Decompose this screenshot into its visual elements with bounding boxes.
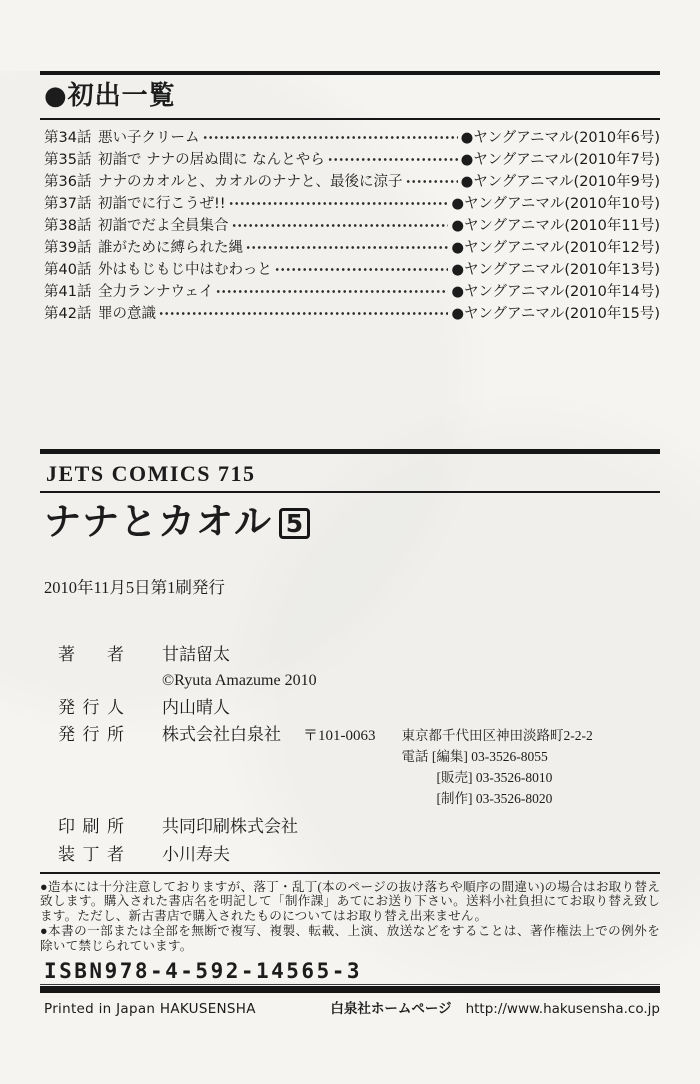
dot-leader — [328, 155, 458, 164]
chapter-title: 罪の意識 — [98, 305, 156, 322]
notice-paragraph: ●造本には十分注意しておりますが、落丁・乱丁(本のページの抜け落ちや順序の間違い)の場合はお取り替え致します。購入された書店名を明記して「制作課」あてにお送り下さい。送料小社負担にてお取り替え致します。ただし、新古書店で購入されたものについてはお取り替え出来ません。 — [40, 879, 660, 924]
phone-number: 03-3526-8020 — [475, 791, 553, 807]
chapter-row — [40, 303, 660, 325]
chapter-number: 第42話 — [44, 305, 92, 322]
chapter-source: ●ヤングアニマル(2010年14号) — [451, 283, 660, 300]
postal-code: 〒101-0063 — [303, 728, 376, 745]
dot-leader — [275, 265, 448, 274]
chapter-title: 悪い子クリーム — [98, 129, 200, 146]
chapter-row — [40, 237, 660, 259]
page-footer — [40, 997, 660, 1017]
copyright-line: ©Ryuta Amazume 2010 — [162, 672, 317, 690]
chapter-title: 外はもじもじ中はむわっと — [98, 261, 272, 278]
first-publication-heading: ●初出一覧 — [44, 81, 176, 111]
chapter-title: 誰がために縛られた縄 — [98, 239, 243, 256]
issuer-name: 内山晴人 — [162, 697, 230, 717]
phone-prefix: 電話 — [401, 749, 429, 765]
designer-name: 小川寿夫 — [162, 844, 230, 864]
author-label: 著 者 — [58, 645, 124, 665]
publisher-address: 東京都千代田区神田淡路町2-2-2 — [401, 728, 593, 744]
chapter-source: ●ヤングアニマル(2010年9号) — [460, 173, 660, 190]
chapter-source: ●ヤングアニマル(2010年7号) — [460, 151, 660, 168]
chapter-row — [40, 171, 660, 193]
publisher-info — [162, 725, 660, 810]
notice-rule — [40, 872, 660, 874]
chapter-number: 第40話 — [44, 261, 92, 278]
chapter-title: 初詣で ナナの居ぬ間に なんとやら — [98, 151, 325, 168]
chapter-number: 第36話 — [44, 173, 92, 190]
chapter-source: ●ヤングアニマル(2010年13号) — [451, 261, 660, 278]
chapter-title: ナナのカオルと、カオルのナナと、最後に涼子 — [98, 173, 403, 190]
chapter-row — [40, 259, 660, 281]
publisher-label: 発行所 — [58, 725, 124, 745]
dot-leader — [232, 221, 449, 230]
heading-rule — [40, 118, 660, 120]
phone-line — [402, 768, 593, 789]
spacer — [58, 673, 124, 691]
chapter-row — [40, 281, 660, 303]
chapter-number: 第34話 — [44, 129, 92, 146]
publisher-address-block — [402, 726, 593, 810]
dot-leader — [203, 133, 458, 142]
phone-line — [402, 789, 593, 810]
chapter-row — [40, 193, 660, 215]
notice-paragraph: ●本書の一部または全部を無断で複写、複製、転載、上演、放送などをすることは、著作権法上での例外を除いて禁じられています。 — [40, 924, 660, 953]
publisher-name: 株式会社白泉社 — [162, 725, 281, 745]
dot-leader — [159, 309, 448, 318]
printer-label: 印刷所 — [58, 817, 124, 837]
chapter-row — [40, 215, 660, 237]
chapter-number: 第38話 — [44, 217, 92, 234]
print-date: 2010年11月5日第1刷発行 — [44, 578, 225, 598]
series-rule — [40, 491, 660, 493]
chapter-title: 初詣でに行こうぜ!! — [98, 195, 226, 212]
book-title-text: ナナとカオル — [44, 499, 272, 543]
phone-number: 03-3526-8055 — [471, 749, 548, 765]
chapter-row — [40, 127, 660, 149]
chapter-number: 第39話 — [44, 239, 92, 256]
homepage-info — [330, 997, 660, 1017]
chapter-source: ●ヤングアニマル(2010年6号) — [460, 129, 660, 146]
issuer-label: 発行人 — [58, 697, 124, 717]
dot-leader — [216, 287, 448, 296]
credits-block — [58, 645, 660, 865]
chapter-title: 初詣でだよ全員集合 — [98, 217, 229, 234]
chapter-number: 第37話 — [44, 195, 92, 212]
printer-name: 共同印刷株式会社 — [162, 817, 298, 837]
chapter-source: ●ヤングアニマル(2010年12号) — [451, 239, 660, 256]
series-label: JETS COMICS 715 — [46, 460, 256, 486]
dot-leader — [229, 199, 449, 208]
homepage-url: http://www.hakusensha.co.jp — [465, 1000, 660, 1017]
section-rule — [40, 449, 660, 454]
phone-dept: [販売] — [436, 770, 473, 786]
chapter-source: ●ヤングアニマル(2010年11号) — [451, 217, 660, 234]
phone-dept: [制作] — [436, 791, 473, 807]
chapter-number: 第35話 — [44, 151, 92, 168]
top-rule — [40, 71, 660, 75]
chapter-title: 全力ランナウェイ — [98, 283, 214, 300]
legal-notice — [40, 880, 660, 954]
chapter-source: ●ヤングアニマル(2010年10号) — [451, 195, 660, 212]
dot-leader — [406, 177, 458, 186]
homepage-label: 白泉社ホームページ — [330, 1000, 452, 1017]
isbn-thin-rule — [40, 984, 660, 985]
volume-number-box: 5 — [279, 508, 310, 539]
phone-line — [402, 747, 593, 768]
isbn-thick-rule — [40, 986, 660, 993]
chapter-source: ●ヤングアニマル(2010年15号) — [451, 305, 660, 322]
isbn-number: ISBN978-4-592-14565-3 — [44, 958, 363, 983]
phone-number: 03-3526-8010 — [475, 770, 553, 786]
chapter-number: 第41話 — [44, 283, 92, 300]
chapter-row — [40, 149, 660, 171]
phone-dept: [編集] — [431, 749, 468, 765]
dot-leader — [246, 243, 448, 252]
book-title — [44, 499, 660, 543]
chapter-list — [40, 127, 660, 325]
printed-in-text: Printed in Japan HAKUSENSHA — [44, 1000, 256, 1017]
author-name: 甘詰留太 — [162, 645, 230, 665]
designer-label: 装丁者 — [58, 844, 124, 864]
colophon-page — [0, 71, 700, 1084]
